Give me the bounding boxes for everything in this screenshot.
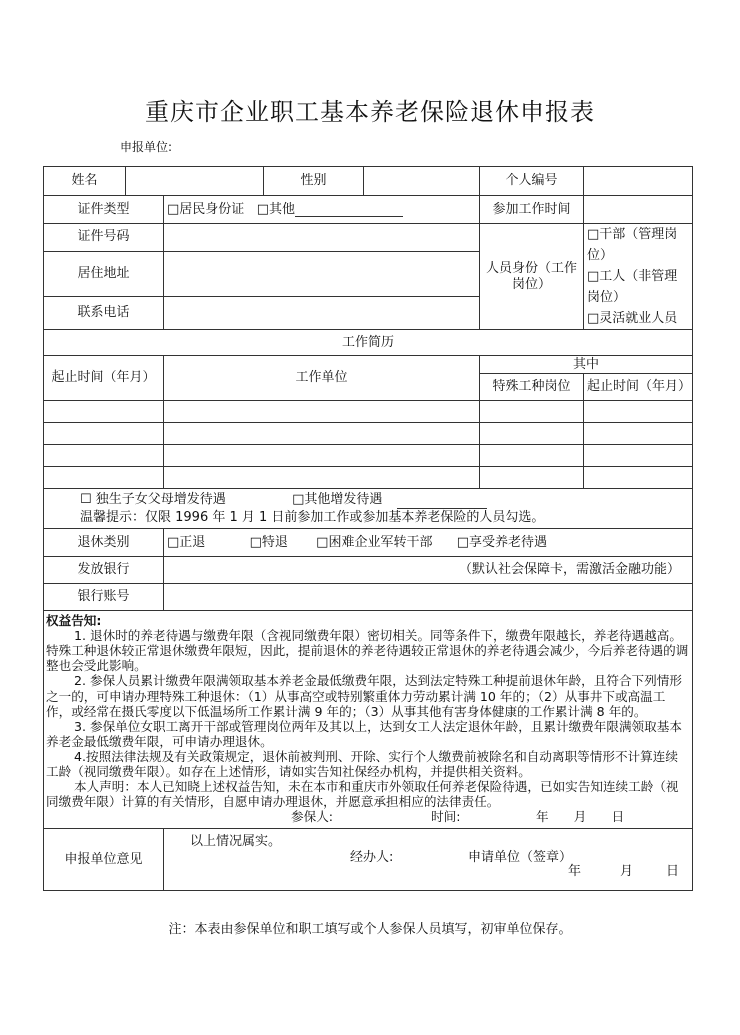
history-row[interactable] <box>44 445 693 467</box>
rights-notice <box>44 611 693 829</box>
bank-label: 发放银行 <box>44 557 164 584</box>
history-period-cell[interactable] <box>44 445 164 467</box>
notice-item-3: 3. 参保单位女职工离开干部或管理岗位两年及其以上，达到女工人法定退休年龄，且累计缴费年限满领取基本养老金最低缴费年限，可申请办理退休。 <box>46 718 682 749</box>
history-special-period-cell[interactable] <box>584 467 693 489</box>
footnote: 注：本表由参保单位和职工填写或个人参保人员填写，初审单位保存。 <box>168 922 572 937</box>
personal-id-label: 个人编号 <box>480 167 584 196</box>
retirement-form-table <box>43 166 693 891</box>
stamp-label: 申请单位（签章） <box>468 849 573 865</box>
cadre-checkbox[interactable]: □干部（管理岗位） <box>587 227 678 263</box>
special-post-header: 特殊工种岗位 <box>480 374 584 401</box>
cert-type-options <box>164 196 480 224</box>
special-period-header: 起止时间（年月） <box>584 374 693 401</box>
history-special-post-cell[interactable] <box>480 467 584 489</box>
opinion-day: 日 <box>666 863 680 879</box>
history-special-post-cell[interactable] <box>480 401 584 423</box>
history-special-post-cell[interactable] <box>480 423 584 445</box>
history-period-cell[interactable] <box>44 401 164 423</box>
special-retire-checkbox[interactable]: □特退 <box>249 534 288 550</box>
history-special-period-cell[interactable] <box>584 423 693 445</box>
history-period-cell[interactable] <box>44 467 164 489</box>
work-start-field[interactable] <box>584 196 693 224</box>
address-field[interactable] <box>164 251 480 296</box>
history-period-cell[interactable] <box>44 423 164 445</box>
name-field[interactable] <box>126 167 264 196</box>
notice-item-2: 2. 参保人员累计缴费年限满领取基本养老金最低缴费年限，达到法定特殊工种提前退休年龄，且符合下列情形之一的，可申请办理特殊工种退休：（1）从事高空或特别繁重体力劳动累计满 10 年的；（2）从事井下或高温工作，或经常在摄氏零度以下低温场所工作累计满 9 年的；（3）从事其他有害身体健康的工作累计满 8 年的。 <box>46 673 682 719</box>
insured-label: 参保人: <box>291 809 334 825</box>
flexible-employment-checkbox[interactable]: □灵活就业人员 <box>587 311 678 326</box>
retire-type-options <box>164 529 693 557</box>
other-bonus-underline[interactable] <box>397 496 487 509</box>
phone-label: 联系电话 <box>44 296 164 329</box>
period-header: 起止时间（年月） <box>44 356 164 401</box>
cert-no-field[interactable] <box>164 224 480 252</box>
gender-label: 性别 <box>264 167 364 196</box>
signature-date: 年 月 日 <box>536 809 625 825</box>
employer-header: 工作单位 <box>164 356 480 401</box>
only-child-checkbox[interactable]: ☐ 独生子女父母增发待遇 <box>80 491 226 507</box>
history-special-period-cell[interactable] <box>584 401 693 423</box>
other-cert-checkbox[interactable]: □其他 <box>256 201 295 217</box>
cert-type-label: 证件类型 <box>44 196 164 224</box>
opinion-year: 年 <box>568 863 582 879</box>
gender-field[interactable] <box>364 167 480 196</box>
history-employer-cell[interactable] <box>164 445 480 467</box>
name-label: 姓名 <box>44 167 126 196</box>
work-start-label: 参加工作时间 <box>480 196 584 224</box>
notice-item-1: 1. 退休时的养老待遇与缴费年限（含视同缴费年限）密切相关。同等条件下，缴费年限越长，养老待遇越高。特殊工种退休较正常退休缴费年限短，因此，提前退休的养老待遇较正常退休的养老待遇会减少，今后养老待遇的调整也会受此影响。 <box>46 628 689 674</box>
history-employer-cell[interactable] <box>164 423 480 445</box>
opinion-month: 月 <box>620 863 634 879</box>
address-label: 居住地址 <box>44 251 164 296</box>
history-special-post-cell[interactable] <box>480 445 584 467</box>
cert-no-label: 证件号码 <box>44 224 164 252</box>
of-which-header: 其中 <box>480 356 693 374</box>
other-bonus-checkbox[interactable]: □其他增发待遇 <box>292 491 383 507</box>
history-row[interactable] <box>44 401 693 423</box>
history-employer-cell[interactable] <box>164 401 480 423</box>
declaration: 本人声明：本人已知晓上述权益告知，未在本市和重庆市外领取任何养老保险待遇，已如实告知连续工龄（视同缴费年限）计算的有关情形，自愿申请办理退休，并愿意承担相应的法律责任。 <box>46 779 679 810</box>
notice-item-4: 4.按照法律法规及有关政策规定，退休前被判刑、开除、实行个人缴费前被除名和自动离职等情形不计算连续工龄（视同缴费年限）。如存在上述情形，请如实告知社保经办机构，并提供相关资料。 <box>46 748 678 780</box>
opinion-cell[interactable] <box>164 829 693 891</box>
normal-retire-checkbox[interactable]: □正退 <box>167 534 206 550</box>
signature-row <box>46 809 690 826</box>
opinion-confirm-text: 以上情况属实。 <box>190 833 282 849</box>
bank-note[interactable]: （默认社会保障卡，需激活金融功能） <box>164 557 693 584</box>
history-employer-cell[interactable] <box>164 467 480 489</box>
retire-type-label: 退休类别 <box>44 529 164 557</box>
history-row[interactable] <box>44 423 693 445</box>
account-label: 银行账号 <box>44 584 164 611</box>
personal-id-field[interactable] <box>584 167 693 196</box>
reporting-unit-label: 申报单位: <box>120 140 173 154</box>
form-title: 重庆市企业职工基本养老保险退休申报表 <box>145 98 595 126</box>
identity-options <box>584 224 693 330</box>
notice-title: 权益告知: <box>46 613 102 628</box>
military-cadre-checkbox[interactable]: □困难企业军转干部 <box>316 534 433 550</box>
worker-checkbox[interactable]: □工人（非管理岗位） <box>587 269 678 305</box>
work-history-title: 工作简历 <box>44 330 693 356</box>
bonus-hint: 温馨提示：仅限 1996 年 1 月 1 日前参加工作或参加基本养老保险的人员勾选。 <box>80 509 545 525</box>
enjoy-pension-checkbox[interactable]: □享受养老待遇 <box>456 534 548 550</box>
history-special-period-cell[interactable] <box>584 445 693 467</box>
opinion-label: 申报单位意见 <box>44 829 164 891</box>
phone-field[interactable] <box>164 296 480 329</box>
resident-id-checkbox[interactable]: □居民身份证 <box>167 201 245 217</box>
bonus-section <box>44 489 693 529</box>
identity-label: 人员身份（工作岗位） <box>480 224 584 330</box>
other-cert-underline[interactable] <box>295 204 403 217</box>
time-label: 时间: <box>431 809 461 825</box>
history-row[interactable] <box>44 467 693 489</box>
handler-label: 经办人: <box>350 849 394 865</box>
account-field[interactable] <box>164 584 693 611</box>
